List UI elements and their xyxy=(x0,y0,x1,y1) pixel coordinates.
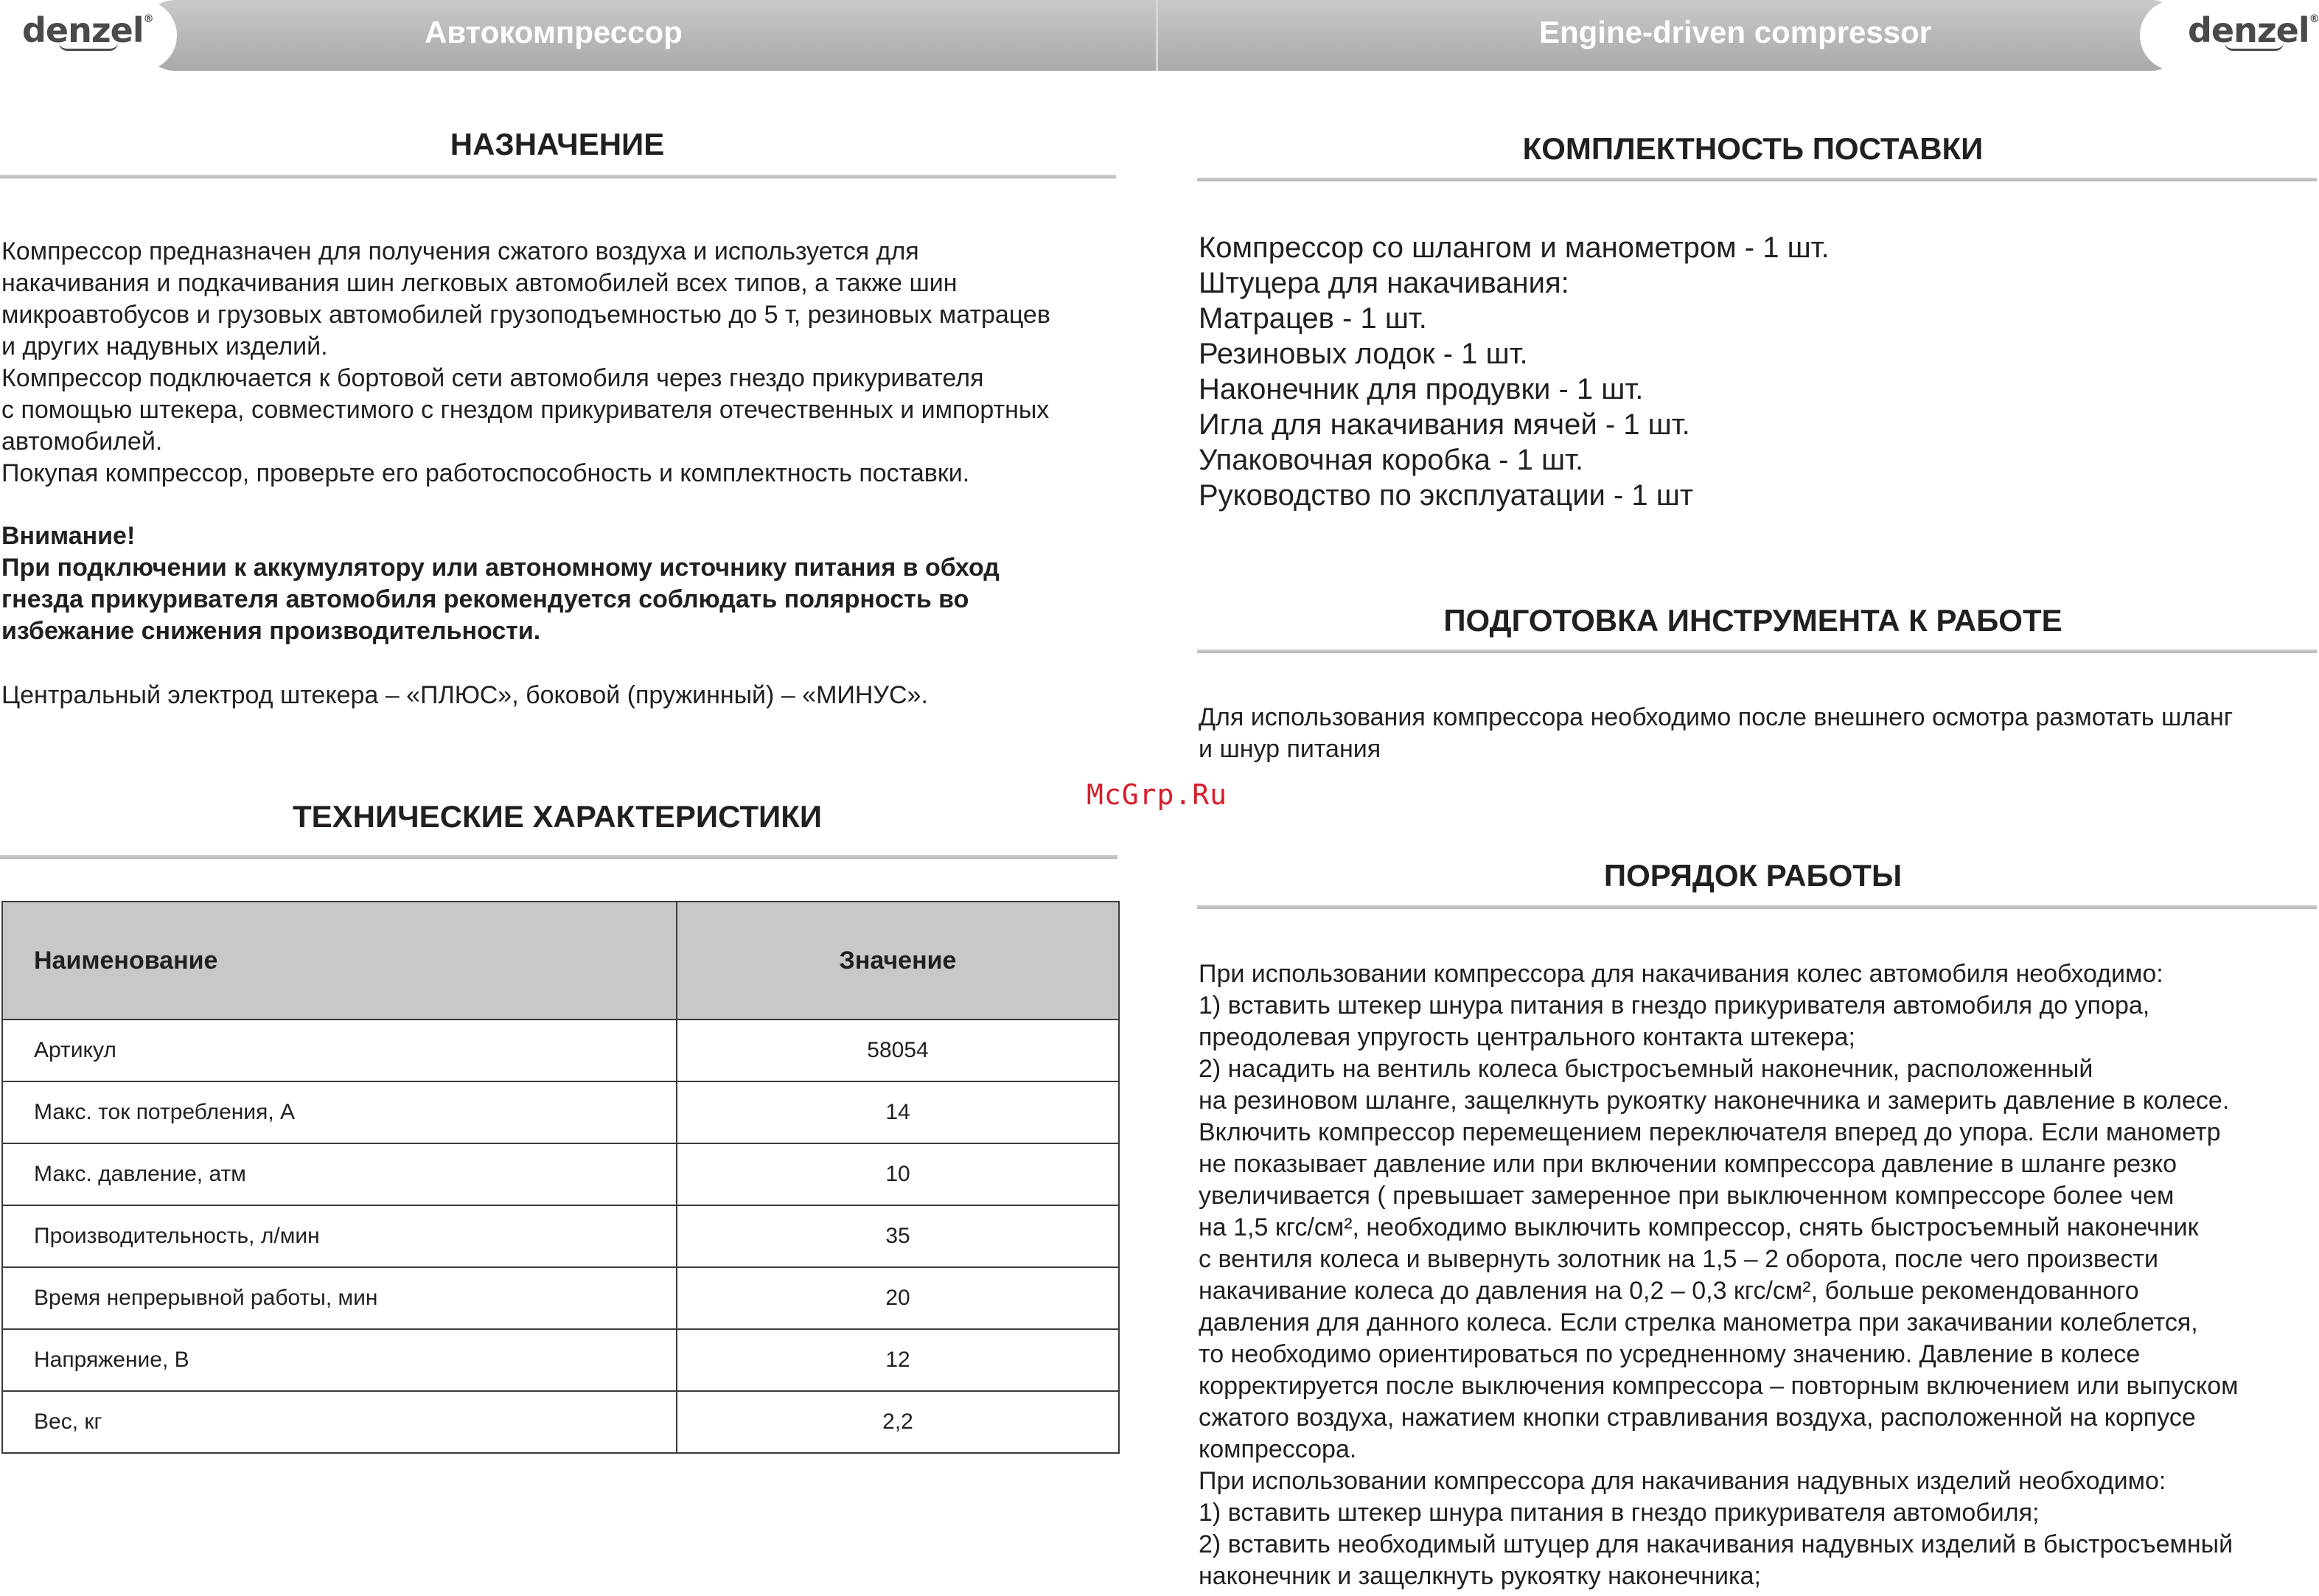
spec-name: Артикул xyxy=(2,1020,677,1081)
operation-line: корректируется после выключения компрессора – повторным включением или выпуском xyxy=(1199,1372,2239,1400)
logo-swoosh-icon xyxy=(2225,43,2284,51)
list-item: Руководство по эксплуатации - 1 шт xyxy=(1199,479,1694,512)
purpose-line: Покупая компрессор, проверьте его работоспособность и комплектность поставки. xyxy=(1,459,970,487)
spec-name: Вес, кг xyxy=(2,1391,677,1453)
operation-line: преодолевая упругость центрального контакта штекера; xyxy=(1199,1023,1855,1051)
operation-line: Включить компрессор перемещением переключателя вперед до упора. Если манометр xyxy=(1199,1118,2221,1146)
operation-line: компрессора. xyxy=(1199,1435,1357,1463)
list-item: Упаковочная коробка - 1 шт. xyxy=(1199,444,1584,476)
logo-right-container xyxy=(2140,0,2317,71)
operation-line: При использовании компрессора для накачивания надувных изделий необходимо: xyxy=(1199,1467,2166,1495)
brand-logo-right: denzel® xyxy=(2188,10,2319,50)
list-item: Наконечник для продувки - 1 шт. xyxy=(1199,373,1644,405)
purpose-text xyxy=(1,236,1122,489)
preparation-line: и шнур питания xyxy=(1199,735,1381,763)
table-row xyxy=(2,1020,1119,1081)
list-item: Матрацев - 1 шт. xyxy=(1199,302,1427,335)
logo-left-container xyxy=(0,0,177,71)
table-row xyxy=(2,1267,1119,1329)
spec-name: Время непрерывной работы, мин xyxy=(2,1267,677,1329)
contents-list xyxy=(1199,230,2312,513)
table-header-value: Значение xyxy=(677,902,1119,1020)
page-header xyxy=(0,0,2317,71)
list-item: Резиновых лодок - 1 шт. xyxy=(1199,338,1528,370)
warning-line: гнезда прикуривателя автомобиля рекомендуется соблюдать полярность во xyxy=(1,585,969,613)
warning-text xyxy=(1,520,1122,647)
header-title-right: Engine-driven compressor xyxy=(1539,15,1932,49)
spec-name: Производительность, л/мин xyxy=(2,1205,677,1267)
spec-value: 35 xyxy=(677,1205,1119,1267)
spec-value: 12 xyxy=(677,1329,1119,1391)
operation-line: сжатого воздуха, нажатием кнопки стравливания воздуха, расположенной на корпусе xyxy=(1199,1404,2196,1432)
spec-name: Напряжение, В xyxy=(2,1329,677,1391)
operation-line: увеличивается ( превышает замеренное при выключенном компрессоре более чем xyxy=(1199,1182,2175,1210)
operation-line: При использовании компрессора для накачивания колес автомобиля необходимо: xyxy=(1199,960,2163,988)
operation-rule xyxy=(1197,905,2317,909)
operation-line: с вентиля колеса и вывернуть золотник на 1,5 – 2 оборота, после чего произвести xyxy=(1199,1245,2158,1273)
table-row xyxy=(2,1081,1119,1143)
operation-line: не показывает давление или при включении компрессора давление в шланге резко xyxy=(1199,1150,2177,1178)
preparation-text xyxy=(1199,702,2312,765)
operation-line: на резиновом шланге, защелкнуть рукоятку наконечника и замерить давление в колесе. xyxy=(1199,1087,2230,1115)
warning-line: избежание снижения производительности. xyxy=(1,617,541,645)
spec-name: Макс. давление, атм xyxy=(2,1143,677,1205)
operation-line: то необходимо ориентироваться по усредненному значению. Давление в колесе xyxy=(1199,1340,2141,1368)
purpose-title: НАЗНАЧЕНИЕ xyxy=(450,127,665,161)
purpose-line: накачивания и подкачивания шин легковых автомобилей всех типов, а также шин xyxy=(1,269,958,297)
purpose-line: микроавтобусов и грузовых автомобилей грузоподъемностью до 5 т, резиновых матрацев xyxy=(1,301,1050,329)
operation-line: 2) вставить необходимый штуцер для накачивания надувных изделий в быстросъемный xyxy=(1199,1530,2233,1558)
spec-value: 2,2 xyxy=(677,1391,1119,1453)
purpose-line: Компрессор предназначен для получения сжатого воздуха и используется для xyxy=(1,237,919,265)
list-item: Игла для накачивания мячей - 1 шт. xyxy=(1199,408,1690,441)
spec-name: Макс. ток потребления, А xyxy=(2,1081,677,1143)
warning-heading: Внимание! xyxy=(1,522,136,550)
list-item: Компрессор со шлангом и манометром - 1 шт. xyxy=(1199,231,1830,264)
watermark: McGrp.Ru xyxy=(1087,778,1228,811)
purpose-line: с помощью штекера, совместимого с гнездом прикуривателя отечественных и импортных xyxy=(1,396,1050,424)
warning-line: При подключении к аккумулятору или автономному источнику питания в обход xyxy=(1,554,1000,582)
preparation-title: ПОДГОТОВКА ИНСТРУМЕНТА К РАБОТЕ xyxy=(1443,603,2062,638)
operation-line: 1) вставить штекер шнура питания в гнездо прикуривателя автомобиля до упора, xyxy=(1199,992,2150,1020)
contents-title: КОМПЛЕКТНОСТЬ ПОСТАВКИ xyxy=(1522,131,1984,166)
logo-swoosh-icon xyxy=(59,43,118,51)
purpose-line: и других надувных изделий. xyxy=(1,332,328,360)
table-row xyxy=(2,1205,1119,1267)
operation-line: наконечник и защелкнуть рукоятку наконечника; xyxy=(1199,1562,1761,1590)
purpose-line: Компрессор подключается к бортовой сети автомобиля через гнездо прикуривателя xyxy=(1,364,984,392)
operation-line: давления для данного колеса. Если стрелка манометра при закачивании колеблется, xyxy=(1199,1308,2198,1337)
operation-text xyxy=(1199,958,2312,1592)
spec-value: 10 xyxy=(677,1143,1119,1205)
spec-value: 14 xyxy=(677,1081,1119,1143)
table-row xyxy=(2,1329,1119,1391)
specs-rule xyxy=(0,855,1117,859)
preparation-line: Для использования компрессора необходимо после внешнего осмотра размотать шланг xyxy=(1199,703,2233,731)
operation-line: накачивание колеса до давления на 0,2 – 0,3 кгс/см², больше рекомендованного xyxy=(1199,1277,2139,1305)
header-divider xyxy=(1156,0,1158,71)
table-header-row xyxy=(2,902,1119,1020)
table-row xyxy=(2,1143,1119,1205)
header-title-left: Автокомпрессор xyxy=(425,15,683,49)
specs-title: ТЕХНИЧЕСКИЕ ХАРАКТЕРИСТИКИ xyxy=(292,799,823,834)
preparation-rule xyxy=(1197,649,2317,653)
purpose-rule xyxy=(0,175,1116,178)
contents-rule xyxy=(1197,178,2317,181)
list-item: Штуцера для накачивания: xyxy=(1199,267,1569,299)
spec-value: 58054 xyxy=(677,1020,1119,1081)
electrode-text: Центральный электрод штекера – «ПЛЮС», боковой (пружинный) – «МИНУС». xyxy=(1,681,928,709)
brand-logo-left: denzel® xyxy=(22,10,153,50)
operation-title: ПОРЯДОК РАБОТЫ xyxy=(1603,858,1903,893)
table-row xyxy=(2,1391,1119,1453)
operation-line: 2) насадить на вентиль колеса быстросъемный наконечник, расположенный xyxy=(1199,1055,2093,1083)
specs-table xyxy=(1,901,1120,1454)
spec-value: 20 xyxy=(677,1267,1119,1329)
table-header-name: Наименование xyxy=(2,902,677,1020)
operation-line: на 1,5 кгс/см², необходимо выключить компрессор, снять быстросъемный наконечник xyxy=(1199,1213,2199,1241)
purpose-line: автомобилей. xyxy=(1,428,163,456)
operation-line: 1) вставить штекер шнура питания в гнездо прикуривателя автомобиля; xyxy=(1199,1499,2040,1527)
